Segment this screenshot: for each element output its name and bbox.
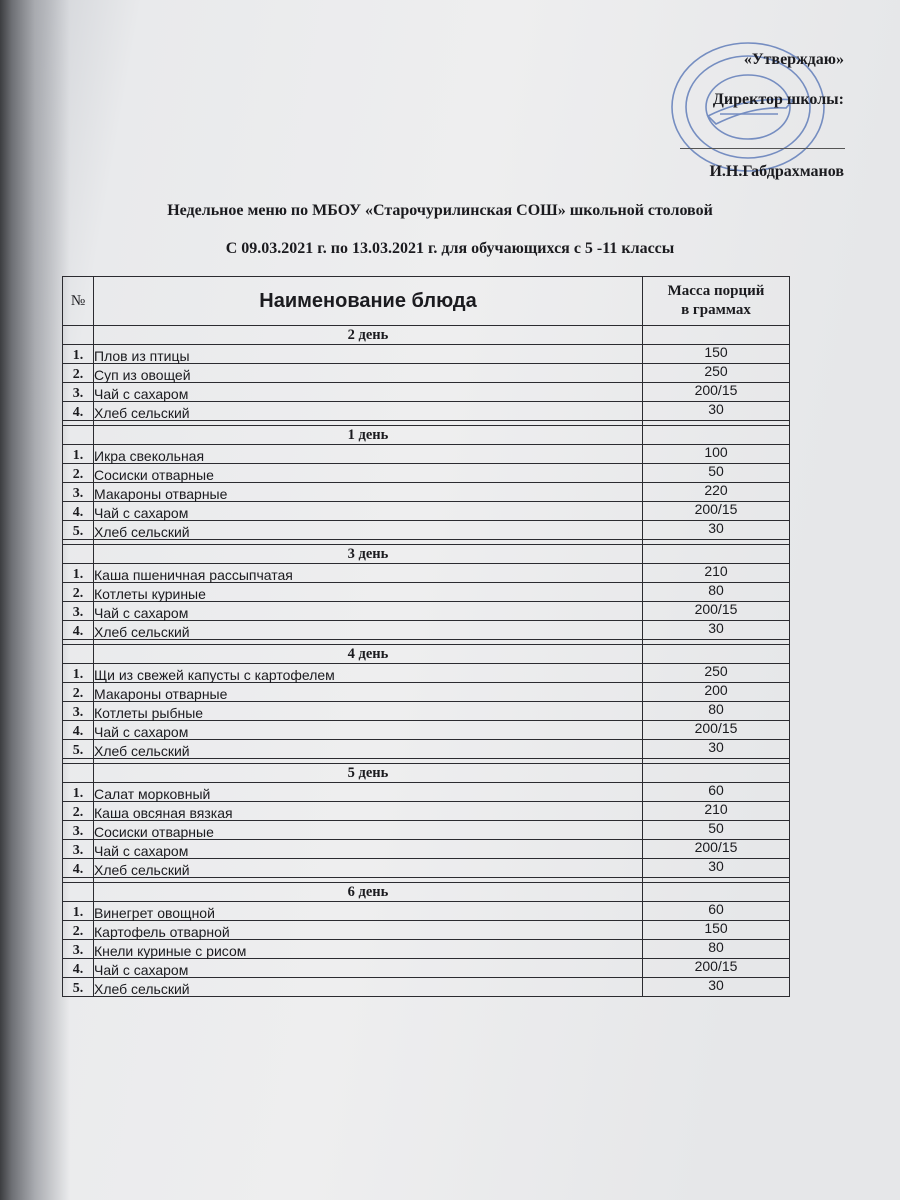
table-row [63,978,790,997]
day-mass-cell [643,764,790,783]
dish-mass: 210 [643,802,790,821]
dish-mass: 80 [643,702,790,721]
dish-mass: 100 [643,445,790,464]
day-mass-cell [643,326,790,345]
day-label: 1 день [94,426,643,445]
day-number-cell [63,764,94,783]
dish-mass: 200/15 [643,959,790,978]
dish-name: Чай с сахаром [94,721,643,740]
dish-number: 3. [63,483,94,502]
dish-mass: 150 [643,921,790,940]
header-mass-line1: Масса порций [667,283,765,299]
table-row [63,702,790,721]
dish-name: Винегрет овощной [94,902,643,921]
document-subtitle: С 09.03.2021 г. по 13.03.2021 г. для обучающихся с 5 -11 классы [225,240,675,257]
dish-name: Щи из свежей капусты с картофелем [94,664,643,683]
dish-number: 4. [63,721,94,740]
dish-name: Хлеб сельский [94,621,643,640]
dish-mass: 200/15 [643,383,790,402]
dish-name: Каша овсяная вязкая [94,802,643,821]
day-label: 3 день [94,545,643,564]
dish-mass: 150 [643,345,790,364]
dish-name: Котлеты куриные [94,583,643,602]
dish-mass: 210 [643,564,790,583]
table-row [63,802,790,821]
menu-table [62,276,790,997]
dish-number: 2. [63,802,94,821]
table-row [63,502,790,521]
day-label: 6 день [94,883,643,902]
day-mass-cell [643,545,790,564]
table-row [63,664,790,683]
dish-name: Чай с сахаром [94,602,643,621]
dish-name: Салат морковный [94,783,643,802]
day-header-row [63,426,790,445]
dish-number: 5. [63,740,94,759]
dish-number: 4. [63,502,94,521]
dish-number: 3. [63,702,94,721]
dish-mass: 30 [643,621,790,640]
dish-name: Икра свекольная [94,445,643,464]
header-mass [643,277,790,326]
day-number-cell [63,326,94,345]
dish-mass: 200/15 [643,721,790,740]
header-number: № [63,277,94,326]
day-number-cell [63,645,94,664]
day-header-row [63,764,790,783]
dish-mass: 60 [643,783,790,802]
dish-number: 1. [63,564,94,583]
dish-number: 3. [63,602,94,621]
table-row [63,740,790,759]
dish-mass: 200/15 [643,840,790,859]
day-label: 2 день [94,326,643,345]
menu-table-body [63,326,790,997]
dish-name: Чай с сахаром [94,502,643,521]
day-number-cell [63,545,94,564]
dish-name: Хлеб сельский [94,521,643,540]
dish-number: 3. [63,821,94,840]
dish-mass: 30 [643,521,790,540]
dish-name: Суп из овощей [94,364,643,383]
table-row [63,783,790,802]
table-row [63,959,790,978]
table-row [63,840,790,859]
approval-label: «Утверждаю» [743,51,844,68]
dish-number: 1. [63,783,94,802]
day-header-row [63,545,790,564]
dish-mass: 250 [643,664,790,683]
header-dish-name: Наименование блюда [94,277,643,326]
page-edge-shadow [0,0,70,1200]
dish-name: Хлеб сельский [94,740,643,759]
table-row [63,383,790,402]
dish-name: Чай с сахаром [94,383,643,402]
table-header-row [63,277,790,326]
dish-number: 2. [63,364,94,383]
dish-number: 2. [63,683,94,702]
dish-mass: 50 [643,821,790,840]
table-row [63,402,790,421]
dish-number: 2. [63,464,94,483]
dish-number: 4. [63,859,94,878]
table-row [63,345,790,364]
day-header-row [63,883,790,902]
table-row [63,902,790,921]
table-row [63,564,790,583]
dish-mass: 200/15 [643,502,790,521]
dish-name: Каша пшеничная рассыпчатая [94,564,643,583]
dish-mass: 30 [643,402,790,421]
dish-mass: 30 [643,978,790,997]
day-number-cell [63,426,94,445]
dish-mass: 60 [643,902,790,921]
day-label: 5 день [94,764,643,783]
dish-name: Хлеб сельский [94,402,643,421]
table-row [63,602,790,621]
dish-mass: 80 [643,583,790,602]
dish-number: 1. [63,902,94,921]
dish-mass: 250 [643,364,790,383]
dish-number: 3. [63,940,94,959]
day-mass-cell [643,883,790,902]
dish-number: 3. [63,840,94,859]
dish-mass: 200 [643,683,790,702]
dish-name: Чай с сахаром [94,840,643,859]
dish-number: 5. [63,521,94,540]
dish-name: Макароны отварные [94,683,643,702]
dish-mass: 30 [643,859,790,878]
day-mass-cell [643,426,790,445]
dish-number: 4. [63,621,94,640]
dish-number: 3. [63,383,94,402]
dish-name: Котлеты рыбные [94,702,643,721]
dish-number: 1. [63,345,94,364]
dish-number: 5. [63,978,94,997]
dish-number: 2. [63,921,94,940]
dish-mass: 220 [643,483,790,502]
dish-name: Сосиски отварные [94,821,643,840]
day-label: 4 день [94,645,643,664]
table-row [63,483,790,502]
day-header-row [63,645,790,664]
day-mass-cell [643,645,790,664]
table-row [63,521,790,540]
signature-line [680,148,845,149]
dish-name: Плов из птицы [94,345,643,364]
dish-name: Картофель отварной [94,921,643,940]
day-header-row [63,326,790,345]
day-number-cell [63,883,94,902]
table-row [63,583,790,602]
dish-name: Хлеб сельский [94,859,643,878]
table-row [63,721,790,740]
dish-mass: 200/15 [643,602,790,621]
dish-number: 4. [63,402,94,421]
dish-number: 1. [63,445,94,464]
document-title: Недельное меню по МБОУ «Старочурилинская СОШ» школьной столовой [167,202,713,219]
dish-name: Макароны отварные [94,483,643,502]
table-row [63,364,790,383]
table-row [63,859,790,878]
table-row [63,464,790,483]
table-row [63,921,790,940]
director-position: Директор школы: [712,91,844,108]
table-row [63,445,790,464]
header-mass-line2: в граммах [681,302,751,318]
dish-name: Сосиски отварные [94,464,643,483]
dish-mass: 50 [643,464,790,483]
table-row [63,683,790,702]
dish-mass: 30 [643,740,790,759]
dish-name: Чай с сахаром [94,959,643,978]
dish-name: Хлеб сельский [94,978,643,997]
dish-number: 2. [63,583,94,602]
table-row [63,940,790,959]
table-row [63,821,790,840]
dish-name: Кнели куриные с рисом [94,940,643,959]
table-row [63,621,790,640]
dish-mass: 80 [643,940,790,959]
dish-number: 1. [63,664,94,683]
director-name: И.Н.Габдрахманов [709,163,844,180]
dish-number: 4. [63,959,94,978]
